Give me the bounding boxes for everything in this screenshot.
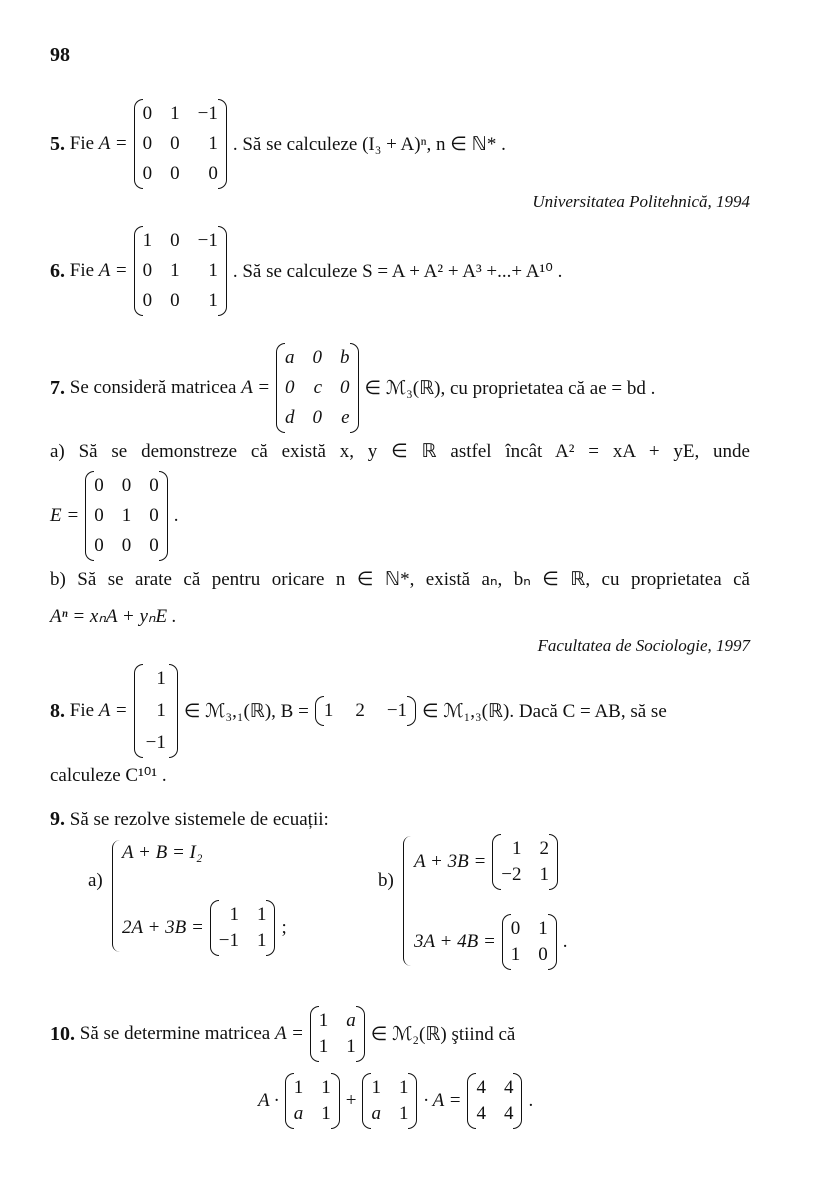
matrix-cell: 0 bbox=[170, 290, 180, 311]
text: A = bbox=[98, 260, 128, 281]
matrix-cell: 1 bbox=[318, 1010, 329, 1031]
text: A · bbox=[258, 1090, 279, 1111]
matrix-cell: b bbox=[340, 347, 350, 368]
text: ; bbox=[281, 917, 287, 938]
text: ∈ ℳ₃(ℝ), cu proprietatea că ae = bd . bbox=[364, 377, 656, 399]
matrix-cell: 2 bbox=[355, 700, 365, 721]
matrix-cell: 1 bbox=[256, 904, 267, 925]
matrix bbox=[210, 904, 276, 952]
problem-7a: a) Să se demonstreze că există x, y ∈ ℝ astfel încât A² = xA + yE, unde bbox=[50, 441, 750, 462]
text: A = bbox=[98, 700, 128, 721]
formula: Aⁿ = xₙA + yₙE . bbox=[50, 606, 177, 627]
matrix-cell: 0 bbox=[149, 535, 159, 556]
matrix-cell: a bbox=[293, 1103, 304, 1124]
problem-number: 5. bbox=[50, 132, 65, 155]
matrix-cell: 0 bbox=[285, 377, 295, 398]
matrix-cell: 1 bbox=[156, 700, 166, 721]
matrix-cell: −1 bbox=[197, 103, 218, 124]
matrix-cell: 0 bbox=[121, 535, 132, 556]
matrix-cell: 4 bbox=[503, 1103, 514, 1124]
matrix-cell: 0 bbox=[312, 407, 323, 428]
text: Fie bbox=[65, 133, 99, 154]
matrix-cell: 1 bbox=[208, 133, 218, 154]
matrix bbox=[285, 1077, 340, 1125]
matrix-cell: 1 bbox=[323, 700, 334, 721]
text: Fie bbox=[65, 260, 99, 281]
equation-10 bbox=[258, 1070, 533, 1132]
matrix-cell: −2 bbox=[501, 864, 522, 885]
matrix-cell: 1 bbox=[142, 230, 153, 251]
problem-number: 7. bbox=[50, 376, 65, 399]
text: Să se rezolve sistemele de ecuații: bbox=[65, 808, 329, 830]
matrix-cell: 2 bbox=[539, 838, 549, 859]
matrix-cell: 1 bbox=[170, 103, 180, 124]
equation: A + 3B = bbox=[414, 851, 487, 872]
system-a bbox=[122, 842, 287, 952]
matrix-cell: 1 bbox=[346, 1036, 356, 1057]
text: A = bbox=[274, 1023, 304, 1044]
text: . bbox=[562, 931, 568, 952]
matrix-cell: 0 bbox=[208, 163, 218, 184]
matrix-e-def bbox=[50, 470, 178, 562]
matrix bbox=[362, 1077, 417, 1125]
matrix bbox=[134, 230, 227, 312]
text: ∈ ℳ₁,₃(ℝ). Dacă C = AB, să se bbox=[422, 700, 667, 722]
matrix bbox=[134, 103, 227, 185]
problem-6 bbox=[50, 224, 562, 318]
matrix bbox=[85, 475, 168, 557]
equation: 3A + 4B = bbox=[414, 931, 496, 952]
matrix-cell: 1 bbox=[371, 1077, 381, 1098]
matrix bbox=[276, 347, 359, 429]
matrix-cell: 1 bbox=[208, 260, 218, 281]
matrix-cell: 0 bbox=[149, 505, 159, 526]
problem-10 bbox=[50, 1002, 515, 1066]
matrix bbox=[310, 1010, 365, 1058]
matrix-cell: −1 bbox=[386, 700, 408, 721]
matrix-cell: 1 bbox=[398, 1103, 409, 1124]
brace bbox=[112, 840, 121, 952]
matrix-cell: 0 bbox=[94, 475, 104, 496]
matrix-cell: 1 bbox=[318, 1036, 329, 1057]
text: Să se determine matricea bbox=[75, 1023, 275, 1044]
matrix-cell: e bbox=[341, 407, 350, 428]
text: A = bbox=[241, 377, 271, 398]
text: . Să se calculeze (I₃ + A)ⁿ, n ∈ ℕ* . bbox=[232, 133, 506, 155]
text: Se consideră matricea bbox=[65, 377, 242, 398]
problem-9 bbox=[50, 808, 329, 831]
text: ∈ ℳ₂(ℝ) ştiind că bbox=[370, 1023, 516, 1045]
matrix-cell: −1 bbox=[197, 230, 218, 251]
text: Fie bbox=[65, 700, 99, 721]
text: . Să se calculeze S = A + A² + A³ +...+ A¹⁰ . bbox=[232, 260, 563, 282]
matrix-cell: 1 bbox=[121, 505, 132, 526]
matrix bbox=[315, 700, 416, 722]
matrix-cell: d bbox=[285, 407, 295, 428]
problem-5 bbox=[50, 88, 506, 200]
text: · A = bbox=[423, 1090, 462, 1111]
matrix-cell: a bbox=[285, 347, 295, 368]
matrix-cell: 1 bbox=[398, 1077, 409, 1098]
source-citation: Facultatea de Sociologie, 1997 bbox=[537, 636, 750, 655]
matrix-cell: 1 bbox=[538, 918, 548, 939]
matrix-cell: 4 bbox=[476, 1077, 486, 1098]
matrix-cell: 1 bbox=[511, 838, 522, 859]
matrix-cell: a bbox=[371, 1103, 381, 1124]
matrix-cell: 1 bbox=[156, 668, 166, 689]
text: . bbox=[528, 1090, 534, 1111]
matrix-cell: 1 bbox=[229, 904, 239, 925]
matrix-cell: −1 bbox=[218, 930, 239, 951]
matrix-cell: 0 bbox=[170, 230, 180, 251]
matrix-cell: 1 bbox=[510, 944, 521, 965]
matrix-cell: 4 bbox=[476, 1103, 486, 1124]
matrix-cell: 0 bbox=[510, 918, 521, 939]
text: . bbox=[173, 505, 179, 526]
matrix-cell: −1 bbox=[145, 732, 166, 753]
matrix-cell: 0 bbox=[340, 377, 350, 398]
matrix bbox=[502, 918, 557, 966]
text: A = bbox=[98, 133, 128, 154]
label: b) bbox=[378, 870, 394, 891]
matrix-cell: 1 bbox=[170, 260, 180, 281]
system-b bbox=[414, 838, 568, 966]
matrix-cell: 1 bbox=[256, 930, 267, 951]
text: E = bbox=[50, 505, 80, 526]
matrix-cell: 0 bbox=[170, 133, 180, 154]
matrix-cell: 0 bbox=[142, 260, 153, 281]
matrix bbox=[492, 838, 558, 886]
matrix-cell: 0 bbox=[142, 133, 153, 154]
problem-8 bbox=[50, 664, 667, 758]
matrix-cell: 4 bbox=[503, 1077, 514, 1098]
problem-7b: b) Să se arate că pentru oricare n ∈ ℕ*, există aₙ, bₙ ∈ ℝ, cu proprietatea că bbox=[50, 569, 750, 590]
matrix-cell: 1 bbox=[539, 864, 549, 885]
problem-number: 6. bbox=[50, 259, 65, 282]
label: a) bbox=[88, 870, 103, 891]
source-citation: Universitatea Politehnică, 1994 bbox=[532, 192, 750, 211]
equation: A + B = I₂ bbox=[122, 842, 203, 863]
matrix-cell: 0 bbox=[538, 944, 548, 965]
text: + bbox=[345, 1090, 357, 1111]
text: ∈ ℳ₃,₁(ℝ), B = bbox=[183, 700, 309, 722]
matrix-cell: 1 bbox=[208, 290, 218, 311]
problem-number: 8. bbox=[50, 699, 65, 722]
matrix-cell: 1 bbox=[321, 1103, 331, 1124]
page-number: 98 bbox=[50, 44, 70, 66]
matrix-cell: 1 bbox=[321, 1077, 331, 1098]
matrix-cell: 0 bbox=[149, 475, 159, 496]
problem-number: 9. bbox=[50, 808, 65, 830]
matrix-cell: 0 bbox=[121, 475, 132, 496]
matrix-cell: 0 bbox=[142, 290, 153, 311]
matrix bbox=[467, 1077, 522, 1125]
text: calculeze C¹⁰¹ . bbox=[50, 765, 167, 786]
matrix-cell: 0 bbox=[142, 103, 153, 124]
problem-number: 10. bbox=[50, 1022, 75, 1045]
matrix-cell: 0 bbox=[312, 347, 323, 368]
matrix-cell: 1 bbox=[293, 1077, 304, 1098]
matrix-cell: c bbox=[313, 377, 323, 398]
equation: 2A + 3B = bbox=[122, 917, 204, 938]
matrix bbox=[134, 668, 178, 754]
matrix-cell: 0 bbox=[142, 163, 153, 184]
matrix-cell: a bbox=[346, 1010, 356, 1031]
matrix-cell: 0 bbox=[94, 535, 104, 556]
brace bbox=[403, 836, 412, 966]
matrix-cell: 0 bbox=[170, 163, 180, 184]
matrix-cell: 0 bbox=[94, 505, 104, 526]
problem-7 bbox=[50, 340, 655, 436]
